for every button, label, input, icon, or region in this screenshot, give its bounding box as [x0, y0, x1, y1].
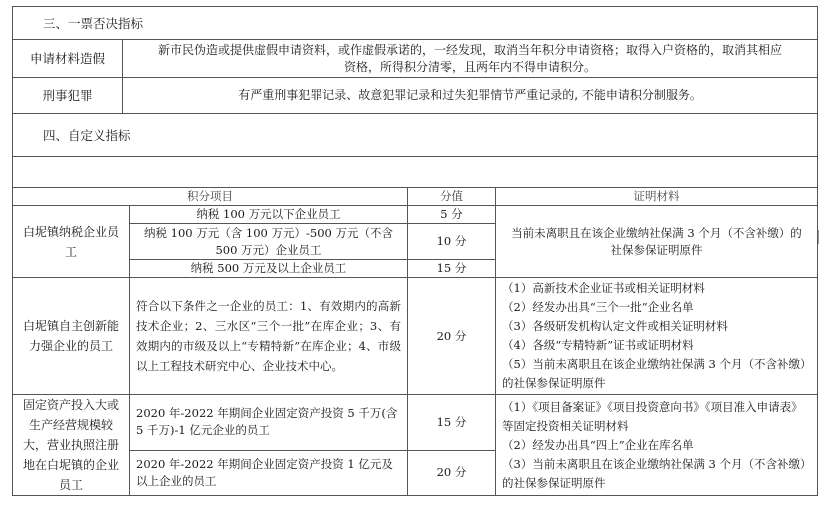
custom-indicator-table — [12, 187, 818, 496]
condition-investment-1: 2020 年-2022 年期间企业固定资产投资 5 千万(含 5 千万)-1 亿元企业的员工 — [130, 395, 408, 451]
score-tax-3: 15 分 — [408, 260, 496, 278]
condition-tax-3: 纳税 500 万元及以上企业员工 — [130, 260, 408, 278]
proof-innovation-item: （5）当前未离职且在该企业缴纳社保满 3 个月（不含补缴）的社保参保证明原件 — [502, 357, 806, 390]
group-label-investment: 固定资产投入大或生产经营规模较大，营业执照注册地在白坭镇的企业员工 — [13, 395, 130, 496]
score-tax-1: 5 分 — [408, 206, 496, 224]
score-tax-2: 10 分 — [408, 224, 496, 260]
table-row — [13, 278, 818, 395]
edge-marker — [818, 230, 825, 244]
proof-innovation-item: （2）经发办出具“三个一批”企业名单 — [502, 300, 694, 314]
group-label-innovation: 白坭镇自主创新能力强企业的员工 — [13, 278, 130, 395]
veto-row-fraud — [13, 40, 818, 78]
condition-investment-2: 2020 年-2022 年期间企业固定资产投资 1 亿元及以上企业的员工 — [130, 450, 408, 495]
score-investment-2: 20 分 — [408, 450, 496, 495]
policy-document — [12, 6, 817, 502]
proof-innovation-item: （3）各级研发机构认定文件或相关证明材料 — [502, 319, 728, 333]
veto-text-fraud-line1: 新市民伪造或提供虚假申请资料，或作虚假承诺的，一经发现，取消当年积分申请资格；取得入户资格的，取消其相应 — [158, 42, 783, 57]
header-item: 积分项目 — [13, 188, 408, 206]
proof-innovation-item: （4）各级“专精特新”证书或证明材料 — [502, 338, 694, 352]
section-three-row — [13, 7, 818, 40]
section-four-row — [13, 114, 818, 157]
veto-text-fraud — [123, 40, 818, 78]
veto-text-crime: 有严重刑事犯罪记录、故意犯罪记录和过失犯罪情节严重记录的, 不能申请积分制服务。 — [123, 78, 818, 114]
veto-label-fraud: 申请材料造假 — [13, 40, 123, 78]
blank-row — [13, 157, 818, 188]
proof-investment-item: （2）经发办出具“四上”企业在库名单 — [502, 437, 694, 452]
table-row — [13, 395, 818, 451]
condition-tax-2: 纳税 100 万元（含 100 万元）-500 万元（不含 500 万元）企业员工 — [130, 224, 408, 260]
section-four-heading: 四、自定义指标 — [13, 114, 818, 157]
veto-text-fraud-line2: 资格，所得积分清零，且两年内不得申请积分。 — [344, 59, 597, 74]
proof-tax: 当前未离职且在该企业缴纳社保满 3 个月（不含补缴）的社保参保证明原件 — [496, 206, 818, 278]
veto-row-crime — [13, 78, 818, 114]
condition-innovation: 符合以下条件之一企业的员工：1、有效期内的高新技术企业；2、三水区“三个一批”在库企业；3、有效期内的市级及以上“专精特新”在库企业；4、市级以上工程技术研究中心、企业技术中心。 — [130, 278, 408, 395]
proof-investment-item: （1）《项目备案证》《项目投资意向书》《项目准入申请表》等固定投资相关证明材料 — [502, 399, 803, 433]
blank-cell — [13, 157, 818, 188]
group-label-tax: 白坭镇纳税企业员工 — [13, 206, 130, 278]
proof-innovation-item: （1）高新技术企业证书或相关证明材料 — [502, 281, 705, 295]
table-header-row — [13, 188, 818, 206]
proof-investment-item: （3）当前未离职且在该企业缴纳社保满 3 个月（不含补缴）的社保参保证明原件 — [502, 456, 806, 490]
veto-and-custom-table — [12, 6, 818, 188]
header-score: 分值 — [408, 188, 496, 206]
condition-tax-1: 纳税 100 万元以下企业员工 — [130, 206, 408, 224]
header-proof: 证明材料 — [496, 188, 818, 206]
table-row — [13, 206, 818, 224]
veto-label-crime: 刑事犯罪 — [13, 78, 123, 114]
score-investment-1: 15 分 — [408, 395, 496, 451]
score-innovation: 20 分 — [408, 278, 496, 395]
proof-investment — [496, 395, 818, 496]
proof-innovation — [496, 278, 818, 395]
section-three-heading: 三、一票否决指标 — [13, 7, 818, 40]
